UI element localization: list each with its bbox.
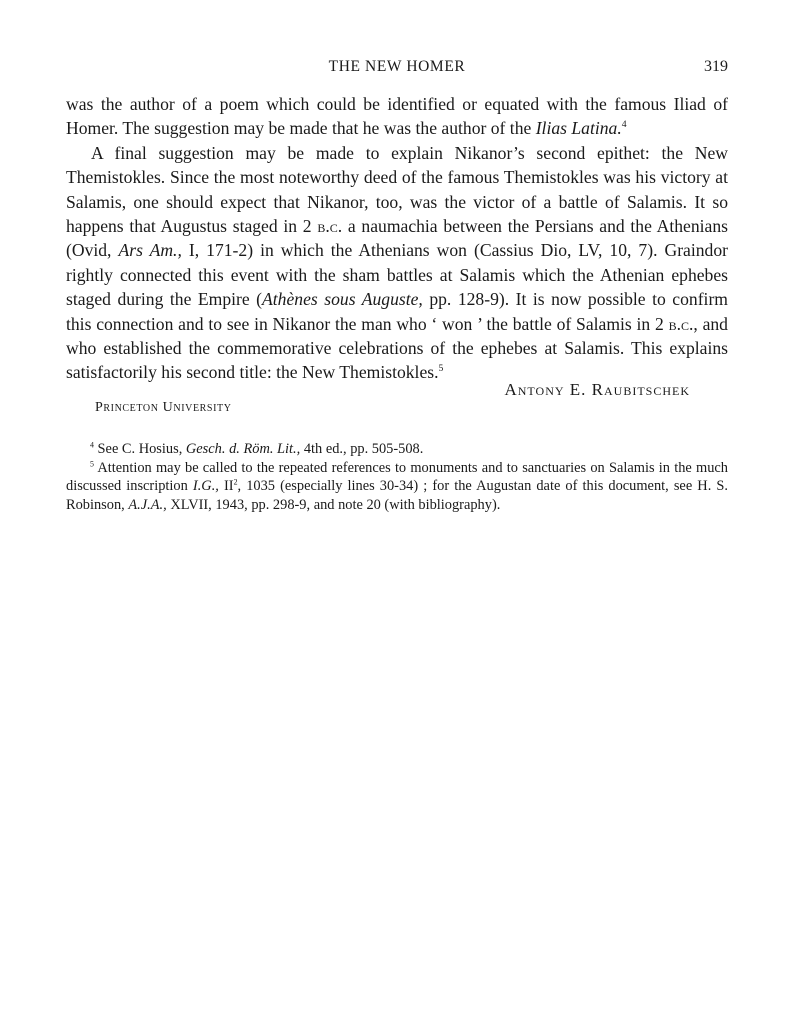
footnotes [66, 440, 728, 514]
citation-title-graindor: Athènes sous Auguste, [262, 289, 423, 310]
footnote-ref-4: 4 [621, 119, 627, 131]
page-header [66, 58, 728, 80]
paragraph-1-italic: Ilias Latina. [535, 118, 622, 139]
footnote-5-superscript: 2 [233, 477, 238, 487]
paragraph-2-text-5: and who established the commemorative celebrations of the ephebes at Salamis. This explains satisfactorily his second title: the New Themistokles. [66, 313, 728, 383]
paragraph-1 [66, 92, 728, 141]
footnote-5 [66, 459, 728, 515]
footnote-number: 5 [90, 459, 94, 469]
footnote-5-text-1: Attention may be called to the repeated references to monuments and to sanctuaries on Salamis in the much discussed inscription [66, 459, 728, 495]
author-signature: Antony E. Raubitschek [504, 380, 690, 399]
footnote-5-italic-1: I.G., [192, 478, 219, 495]
author-affiliation: Princeton University [95, 400, 232, 415]
footnote-5-text-4: XLVII, 1943, pp. 298-9, and note 20 (with bibliography). [166, 496, 501, 513]
footnote-5-text-3: , 1035 (especially lines 30-34) ; for the Augustan date of this document, see H. S. Robinson, [66, 478, 728, 513]
era-abbrev: b.c., [668, 313, 698, 334]
era-abbrev: b.c. [317, 216, 343, 237]
footnote-ref-5: 5 [438, 363, 444, 375]
paragraph-2-text-2: a naumachia between the Persians and the Athenians (Ovid, [66, 216, 728, 261]
footnote-number: 4 [90, 440, 94, 450]
paragraph-2-text-4: pp. 128-9). It is now possible to confirm this connection and to see in Nikanor the man who ‘ won ’ the battle of Salamis in 2 [66, 289, 728, 334]
footnote-4-italic: Gesch. d. Röm. Lit., [185, 441, 301, 457]
footnote-5-text-2: II [218, 478, 234, 495]
page-number: 319 [704, 58, 728, 75]
footnote-4-text-1: See C. Hosius, [93, 441, 186, 457]
footnote-5-italic-2: A.J.A., [128, 496, 167, 513]
footnote-4-text-2: 4th ed., pp. 505-508. [300, 441, 424, 457]
citation-title-ovid: Ars Am., [118, 240, 182, 261]
paragraph-2-text-1: A final suggestion may be made to explain Nikanor’s second epithet: the New Themistokles. Since the most noteworthy deed of the famous Themistokles was his victory at Salamis, one should expect that Nikanor, too, was the victor of a battle of Salamis. It so happens that Augustus staged in 2 [66, 142, 728, 237]
footnote-4 [66, 440, 728, 459]
paragraph-2 [66, 141, 728, 385]
article-body [66, 92, 728, 385]
paragraph-2-text-3: I, 171-2) in which the Athenians won (Cassius Dio, LV, 10, 7). Graindor rightly connected this event with the sham battles at Salamis which the Athenian ephebes staged during the Empire ( [66, 240, 729, 310]
paragraph-1-text: was the author of a poem which could be identified or equated with the famous Iliad of Homer. The suggestion may be made that he was the author of the [66, 94, 728, 139]
running-head: THE NEW HOMER [328, 58, 466, 75]
